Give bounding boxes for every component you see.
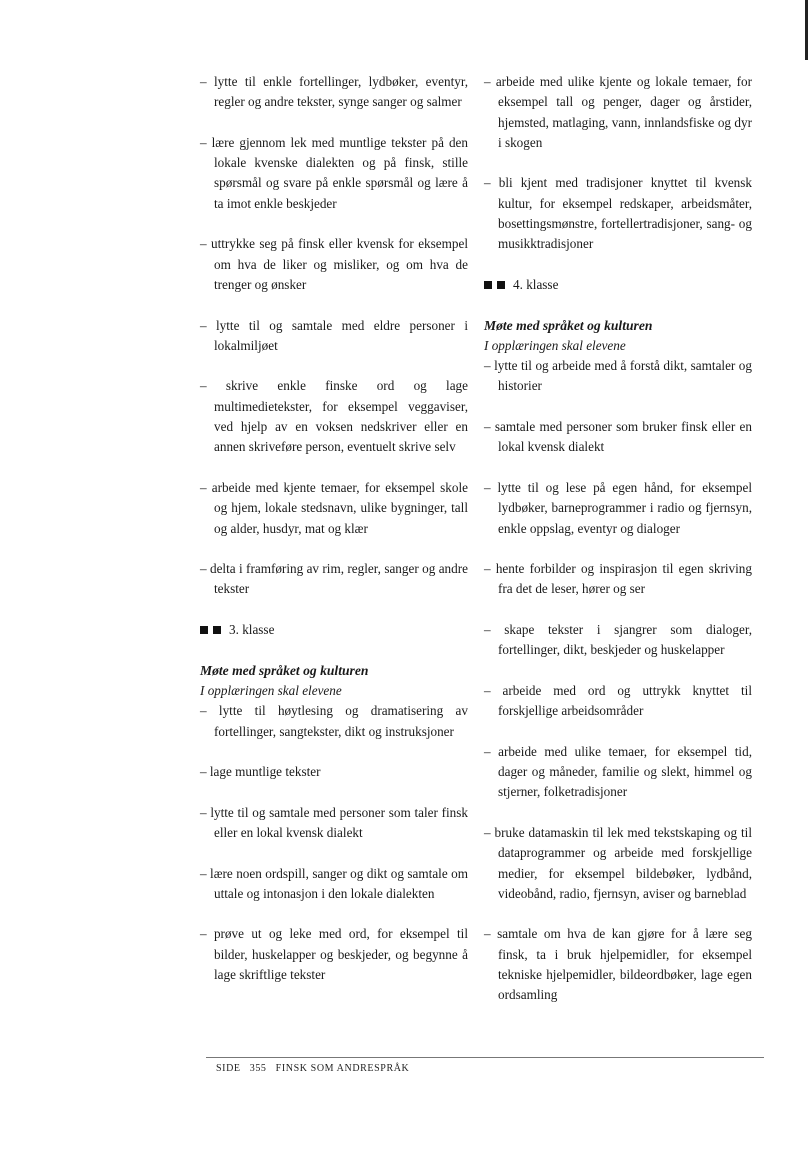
square-bullet-icon <box>200 626 208 634</box>
page-number: 355 <box>249 1063 267 1074</box>
list-item: – arbeide med kjente temaer, for eksempel skole og hjem, lokale stedsnavn, ulike bygninger, tall og alder, husdyr, mat og klær <box>200 479 468 536</box>
list-item: – arbeide med ulike kjente og lokale temaer, for eksempel tall og penger, dager og årstider, hjemsted, matlaging, vann, innlandsfiske og dyr i skogen <box>484 74 752 150</box>
right-column <box>484 72 752 1026</box>
section-intro: I opplæringen skal elevene <box>484 337 626 353</box>
list-item: – lytte til og lese på egen hånd, for eksempel lydbøker, barneprogrammer i radio og fjernsyn, enkle oppslag, eventyr og dialoger <box>484 479 752 536</box>
grade-label: 3. klasse <box>229 622 275 638</box>
list-item: – lytte til høytlesing og dramatisering av fortellinger, sangtekster, dikt og instruksjoner <box>200 703 468 739</box>
list-item: – delta i framføring av rim, regler, sanger og andre tekster <box>200 561 468 597</box>
section-intro: I opplæringen skal elevene <box>200 682 342 698</box>
list-item: – arbeide med ulike temaer, for eksempel tid, dager og måneder, familie og slekt, himmel og stjerner, folketradisjoner <box>484 743 752 800</box>
footer-side-label: SIDE <box>216 1063 241 1074</box>
square-bullet-icon <box>484 281 492 289</box>
left-column <box>200 72 468 1006</box>
list-item: – lytte til enkle fortellinger, lydbøker, eventyr, regler og andre tekster, synge sanger og salmer <box>200 74 468 110</box>
list-item: – uttrykke seg på finsk eller kvensk for eksempel om hva de liker og misliker, og om hva de trenger og ønsker <box>200 236 468 292</box>
list-item: – hente forbilder og inspirasjon til egen skriving fra det de leser, hører og ser <box>484 561 752 597</box>
section-subheading: Møte med språket og kulturen <box>200 662 369 678</box>
list-item: – lage muntlige tekster <box>200 764 321 780</box>
list-item: – lytte til og arbeide med å forstå dikt, samtaler og historier <box>484 358 752 394</box>
grade-heading-3 <box>200 620 468 640</box>
list-item: – samtale om hva de kan gjøre for å lære seg finsk, ta i bruk hjelpemidler, for eksempel tekniske hjelpemidler, bildeordbøker, lage egen ordsamling <box>484 926 752 1003</box>
square-bullet-icon <box>213 626 221 634</box>
list-item: – skrive enkle finske ord og lage multimedietekster, for eksempel veggaviser, ved hjelp av en voksen nedskriver eller en annen skriveføre person, eventuelt skrive selv <box>200 378 468 455</box>
list-item: – samtale med personer som bruker finsk eller en lokal kvensk dialekt <box>484 419 752 455</box>
list-item: – lytte til og samtale med eldre personer i lokalmiljøet <box>200 317 468 353</box>
grade-heading-4 <box>484 275 752 295</box>
footer-divider <box>206 1057 764 1058</box>
section-subheading: Møte med språket og kulturen <box>484 317 653 333</box>
list-item: – bruke datamaskin til lek med tekstskaping og til dataprogrammer og arbeide med forskjellige medier, for eksempel bildebøker, lydbånd, videobånd, radio, fjernsyn, aviser og barneblad <box>484 824 752 901</box>
footer-title: FINSK SOM ANDRESPRÅK <box>275 1063 410 1074</box>
list-item: – skape tekster i sjangrer som dialoger, fortellinger, dikt, beskjeder og huskelapper <box>484 622 752 658</box>
grade-label: 4. klasse <box>513 276 559 292</box>
list-item: – arbeide med ord og uttrykk knyttet til forskjellige arbeidsområder <box>484 682 752 719</box>
square-bullet-icon <box>497 281 505 289</box>
list-item: – bli kjent med tradisjoner knyttet til kvensk kultur, for eksempel redskaper, arbeidsmåter, bosettingsmønstre, fortellertradisjoner, sang- og musikktradisjoner <box>484 175 752 252</box>
list-item: – prøve ut og leke med ord, for eksempel til bilder, huskelapper og beskjeder, og begynne å lage skriftlige tekster <box>200 926 468 983</box>
list-item: – lytte til og samtale med personer som taler finsk eller en lokal kvensk dialekt <box>200 804 468 840</box>
list-item: – lære gjennom lek med muntlige tekster på den lokale kvenske dialekten og på finsk, stille spørsmål og svare på enkle spørsmål og lære å ta imot enkle beskjeder <box>200 134 468 211</box>
page-footer <box>216 1063 415 1074</box>
list-item: – lære noen ordspill, sanger og dikt og samtale om uttale og intonasjon i den lokale dialekten <box>200 865 468 901</box>
